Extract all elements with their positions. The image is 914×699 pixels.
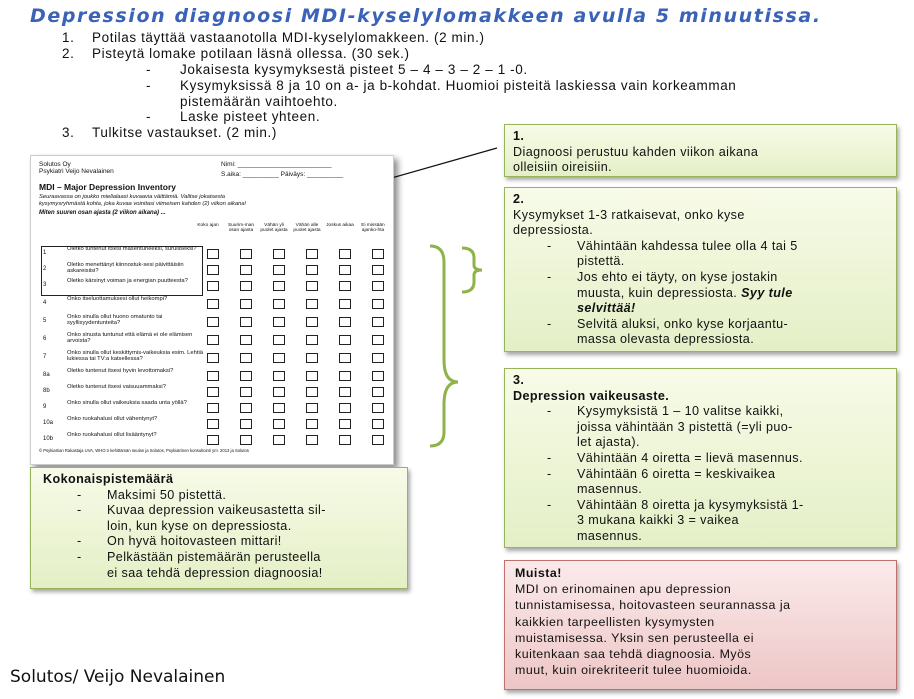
answer-checkbox bbox=[240, 249, 252, 259]
question-text: Onko sinulla ollut keskittymis-vaikeuksia esim. Lehtiä lukiessa tai TV:a katsellessa? bbox=[67, 350, 203, 363]
bullet-dash: - bbox=[547, 450, 552, 465]
box-line: depressiosta. bbox=[513, 223, 594, 238]
emphasis: selvittää! bbox=[577, 301, 636, 316]
bullet-item bbox=[513, 270, 888, 317]
answer-checkbox bbox=[339, 335, 351, 345]
question-number: 8b bbox=[43, 388, 50, 394]
reminder-line: MDI on erinomainen apu depression bbox=[515, 582, 732, 597]
step-text: Pisteytä lomake potilaan läsnä ollessa. (30 sek.) bbox=[92, 46, 410, 61]
answer-checkbox bbox=[339, 435, 351, 445]
answer-checkbox bbox=[207, 281, 219, 291]
bullet-line: Selvitä aluksi, onko kyse korjaantu- bbox=[577, 316, 789, 331]
answer-checkbox bbox=[273, 249, 285, 259]
form-question-row bbox=[39, 296, 391, 312]
answer-checkbox bbox=[207, 299, 219, 309]
bullet-dash: - bbox=[547, 404, 552, 419]
answer-checkbox bbox=[207, 249, 219, 259]
sub-text: Kysymyksissä 8 ja 10 on a- ja b-kohdat. Huomioi pisteitä laskiessa vain korkeamman bbox=[180, 78, 737, 93]
column-header: Suurim-man osan ajasta bbox=[227, 223, 255, 233]
bullet-line: Vähintään 4 oiretta = lievä masennus. bbox=[577, 450, 803, 465]
bullet-line: Vähintään kahdessa tulee olla 4 tai 5 bbox=[577, 238, 798, 253]
answer-checkbox bbox=[339, 419, 351, 429]
answer-checkbox bbox=[207, 335, 219, 345]
answer-checkbox bbox=[306, 281, 318, 291]
question-number: 9 bbox=[43, 404, 47, 410]
answer-checkbox bbox=[372, 335, 384, 345]
step-number: 3. bbox=[62, 125, 75, 140]
sub-text: Jokaisesta kysymyksestä pisteet 5 – 4 – 3 – 2 – 1 -0. bbox=[180, 62, 528, 77]
form-question-row bbox=[39, 332, 391, 348]
answer-checkbox bbox=[306, 387, 318, 397]
question-text: Onko itseluottamuksesi ollut heikompi? bbox=[67, 296, 168, 302]
column-header: Koko ajan bbox=[197, 223, 219, 228]
answer-checkbox bbox=[273, 387, 285, 397]
reminder-heading: Muista! bbox=[515, 566, 562, 580]
bullet-item bbox=[513, 467, 888, 498]
answer-checkbox bbox=[339, 387, 351, 397]
bullet-dash: - bbox=[77, 487, 82, 502]
bullet-item bbox=[43, 503, 399, 534]
form-question-row bbox=[39, 368, 391, 384]
date-label: Päiväys: bbox=[280, 171, 306, 178]
bullet-line: ei saa tehdä depression diagnoosia! bbox=[107, 565, 323, 580]
step-2-sub-2b: pistemäärän vaihtoehto. bbox=[180, 94, 338, 109]
step-text: Tulkitse vastaukset. (2 min.) bbox=[92, 125, 277, 140]
bullet-line: loin, kun kyse on depressiosta. bbox=[107, 518, 292, 533]
bullet-item bbox=[43, 550, 399, 581]
answer-checkbox bbox=[240, 299, 252, 309]
bullet-line: joissa vähintään 3 pistettä (=yli puo- bbox=[577, 419, 793, 434]
bullet-line: Jos ehto ei täyty, on kyse jostakin bbox=[577, 269, 778, 284]
answer-checkbox bbox=[372, 371, 384, 381]
form-question-row bbox=[39, 400, 391, 416]
answer-checkbox bbox=[339, 299, 351, 309]
bullet-item bbox=[513, 451, 888, 467]
answer-checkbox bbox=[240, 371, 252, 381]
bullet-dash: - bbox=[77, 549, 82, 564]
bullet-dash: - bbox=[146, 78, 152, 93]
footer-credit: Solutos/ Veijo Nevalainen bbox=[10, 667, 226, 687]
question-text: Oletko tuntenut itsesi hyvin levottomaksi? bbox=[67, 368, 174, 374]
box-line: Kysymykset 1-3 ratkaisevat, onko kyse bbox=[513, 207, 745, 222]
small-brace bbox=[462, 248, 482, 292]
callout-box-1 bbox=[504, 124, 897, 177]
answer-checkbox bbox=[372, 265, 384, 275]
answer-checkbox bbox=[339, 249, 351, 259]
form-intro-1: Seuraavassa on joukko mielialaasi kuvaavia väittämiä. Valitse jokaisesta bbox=[39, 194, 226, 200]
form-question: Miten suuren osan ajasta (2 viikon aikana) ... bbox=[39, 210, 166, 216]
bullet-item bbox=[513, 498, 888, 545]
answer-checkbox bbox=[240, 265, 252, 275]
answer-checkbox bbox=[207, 403, 219, 413]
answer-checkbox bbox=[240, 281, 252, 291]
answer-checkbox bbox=[372, 249, 384, 259]
bullet-dash: - bbox=[547, 497, 552, 512]
bullet-line: Maksimi 50 pistettä. bbox=[107, 487, 227, 502]
sub-text: Laske pisteet yhteen. bbox=[180, 109, 321, 124]
bullet-line: masennus. bbox=[577, 482, 643, 497]
answer-checkbox bbox=[207, 371, 219, 381]
answer-checkbox bbox=[306, 317, 318, 327]
answer-checkbox bbox=[306, 419, 318, 429]
answer-checkbox bbox=[273, 353, 285, 363]
answer-checkbox bbox=[306, 403, 318, 413]
answer-checkbox bbox=[207, 387, 219, 397]
answer-checkbox bbox=[240, 419, 252, 429]
answer-checkbox bbox=[207, 419, 219, 429]
answer-checkbox bbox=[273, 371, 285, 381]
form-fine-print: © Psykiatrian Rakastaja UVA, WHO:n kehittämän seulan ja Solutos, Psykiatrinen konsultointi ym. 2013 ja Solutos bbox=[39, 448, 249, 453]
reminder-line: kuitenkaan saa tehdä diagnoosia. Myös bbox=[515, 647, 752, 662]
answer-checkbox bbox=[207, 265, 219, 275]
box-heading: Kokonaispistemäärä bbox=[43, 472, 174, 486]
question-number: 6 bbox=[43, 336, 47, 342]
bullet-line: muusta, kuin depressiosta. bbox=[577, 285, 738, 300]
form-question-row bbox=[39, 246, 391, 262]
question-text: Onko ruokahalusi ollut lisääntynyt? bbox=[67, 432, 157, 438]
answer-checkbox bbox=[339, 403, 351, 413]
answer-checkbox bbox=[207, 435, 219, 445]
answer-checkbox bbox=[372, 317, 384, 327]
bullet-item bbox=[513, 317, 888, 348]
bullet-dash: - bbox=[146, 62, 152, 77]
bullet-item bbox=[513, 239, 888, 270]
answer-checkbox bbox=[306, 265, 318, 275]
answer-checkbox bbox=[372, 403, 384, 413]
bullet-line: pistettä. bbox=[577, 254, 625, 269]
bullet-line: Kysymyksistä 1 – 10 valitse kaikki, bbox=[577, 404, 784, 419]
bullet-line: Pelkästään pistemäärän perusteella bbox=[107, 549, 321, 564]
callout-box-total-score bbox=[30, 467, 408, 589]
answer-checkbox bbox=[240, 387, 252, 397]
callout-box-2 bbox=[504, 187, 897, 352]
answer-checkbox bbox=[273, 419, 285, 429]
step-number: 1. bbox=[62, 30, 75, 45]
answer-checkbox bbox=[273, 335, 285, 345]
form-question-row bbox=[39, 384, 391, 400]
question-text: Oletko tuntenut itsesi masentuneeksi, surulliseksi? bbox=[67, 246, 197, 252]
reminder-box bbox=[504, 560, 897, 690]
box-heading: 3. bbox=[513, 373, 525, 387]
question-number: 7 bbox=[43, 354, 47, 360]
question-text: Oletko kärsinyt voiman ja energian puutteesta? bbox=[67, 278, 188, 284]
form-question-row bbox=[39, 432, 391, 448]
answer-checkbox bbox=[339, 265, 351, 275]
answer-checkbox bbox=[273, 435, 285, 445]
bullet-line: On hyvä hoitovasteen mittari! bbox=[107, 534, 282, 549]
bullet-line: massa olevasta depressiosta. bbox=[577, 332, 755, 347]
step-text: Potilas täyttää vastaanotolla MDI-kyselylomakkeen. (2 min.) bbox=[92, 30, 485, 45]
question-text: Onko sinusta tuntunut että elämä ei ole elämisen arvoista? bbox=[67, 332, 193, 345]
box-line: olleisiin oireisiin. bbox=[513, 160, 612, 175]
question-text: Oletko menettänyt kiinnostuk-sesi päivittäisiin askareisiisi? bbox=[67, 262, 184, 275]
box-heading: 2. bbox=[513, 192, 525, 206]
answer-checkbox bbox=[306, 435, 318, 445]
answer-checkbox bbox=[240, 403, 252, 413]
answer-checkbox bbox=[273, 281, 285, 291]
reminder-line: muistamisessa. Yksin sen perusteella ei bbox=[515, 630, 754, 645]
answer-checkbox bbox=[273, 299, 285, 309]
answer-checkbox bbox=[372, 353, 384, 363]
bullet-dash: - bbox=[547, 238, 552, 253]
question-number: 3 bbox=[43, 282, 47, 288]
box-line: Diagnoosi perustuu kahden viikon aikana bbox=[513, 144, 759, 159]
answer-checkbox bbox=[306, 371, 318, 381]
answer-checkbox bbox=[240, 317, 252, 327]
bullet-item bbox=[43, 534, 399, 550]
column-header: Vähän alle puolet ajasta bbox=[293, 223, 321, 233]
bullet-dash: - bbox=[146, 109, 152, 124]
bullet-line: Kuvaa depression vaikeusastetta sil- bbox=[107, 503, 326, 518]
reminder-line: tunnistamisessa, hoitovasteen seurannassa ja bbox=[515, 598, 791, 613]
answer-checkbox bbox=[339, 317, 351, 327]
emphasis: Syy tule bbox=[741, 285, 793, 300]
bullet-line: masennus. bbox=[577, 528, 643, 543]
answer-checkbox bbox=[372, 387, 384, 397]
answer-checkbox bbox=[207, 353, 219, 363]
bullet-line: 3 mukana kaikki 3 = vaikea bbox=[577, 513, 739, 528]
bullet-dash: - bbox=[77, 534, 82, 549]
answer-checkbox bbox=[273, 317, 285, 327]
answer-checkbox bbox=[306, 249, 318, 259]
age-label: S.aika: bbox=[221, 171, 241, 178]
step-number: 2. bbox=[62, 46, 75, 61]
box-heading: 1. bbox=[513, 129, 525, 143]
name-label: Nimi: bbox=[221, 161, 236, 168]
reminder-line: muut, kuin oirekriteerit tulee huomioida. bbox=[515, 663, 752, 678]
bullet-line: let ajasta). bbox=[577, 435, 640, 450]
question-text: Onko sinulla ollut vaikeuksia saada unta yöllä? bbox=[67, 400, 187, 406]
answer-checkbox bbox=[240, 335, 252, 345]
answer-checkbox bbox=[207, 317, 219, 327]
question-number: 5 bbox=[43, 318, 47, 324]
answer-checkbox bbox=[240, 353, 252, 363]
callout-box-3 bbox=[504, 368, 897, 548]
bullet-item bbox=[43, 488, 399, 504]
answer-checkbox bbox=[240, 435, 252, 445]
form-question-row bbox=[39, 350, 391, 366]
answer-checkbox bbox=[339, 371, 351, 381]
answer-checkbox bbox=[306, 299, 318, 309]
form-intro-2: kysymysryhmästä kohta, joka kuvaa voinitasi viimeisen kahden (2) viikon aikana! bbox=[39, 201, 247, 207]
page-title: Depression diagnoosi MDI-kyselylomakkeen avulla 5 minuutissa. bbox=[30, 5, 822, 27]
form-org-2: Psykiatri Veijo Nevalainen bbox=[39, 168, 114, 175]
form-question-row bbox=[39, 262, 391, 278]
answer-checkbox bbox=[372, 419, 384, 429]
form-org: Solutos Oy bbox=[39, 161, 71, 168]
box-subheading: Depression vaikeusaste. bbox=[513, 388, 670, 403]
bullet-line: Vähintään 6 oiretta = keskivaikea bbox=[577, 466, 776, 481]
reminder-line: kaikkien tarpeellisten kysymysten bbox=[515, 614, 715, 629]
bullet-item bbox=[513, 404, 888, 451]
form-title: MDI – Major Depression Inventory bbox=[39, 182, 176, 192]
answer-checkbox bbox=[339, 353, 351, 363]
question-text: Onko ruokahalusi ollut vähentynyt? bbox=[67, 416, 158, 422]
form-question-row bbox=[39, 416, 391, 432]
question-number: 10a bbox=[43, 420, 54, 426]
answer-checkbox bbox=[273, 265, 285, 275]
bullet-dash: - bbox=[547, 466, 552, 481]
question-number: 2 bbox=[43, 266, 47, 272]
bullet-dash: - bbox=[547, 269, 552, 284]
answer-checkbox bbox=[306, 335, 318, 345]
answer-checkbox bbox=[372, 281, 384, 291]
bullet-line: Vähintään 8 oiretta ja kysymyksistä 1- bbox=[577, 497, 804, 512]
form-age-label: S.aika: __________ Päiväys: __________ bbox=[221, 171, 344, 178]
question-text: Onko sinulla ollut huono omatunto tai syyllisyydentunteita? bbox=[67, 314, 163, 327]
form-question-row bbox=[39, 314, 391, 330]
column-header: Joskus aikaa bbox=[326, 223, 354, 228]
bullet-dash: - bbox=[547, 316, 552, 331]
column-header: Vähän yli puolet ajasta bbox=[260, 223, 288, 233]
question-number: 1 bbox=[43, 250, 47, 256]
question-number: 10b bbox=[43, 436, 54, 442]
answer-checkbox bbox=[372, 435, 384, 445]
mdi-form-thumbnail bbox=[30, 155, 394, 465]
form-name-label: Nimi: __________________________ bbox=[221, 161, 332, 168]
question-text: Oletko tuntenut itsesi vaisuuammaksi? bbox=[67, 384, 166, 390]
form-question-row bbox=[39, 278, 391, 294]
large-brace bbox=[430, 246, 458, 446]
answer-checkbox bbox=[273, 403, 285, 413]
column-header: Ei missään ajanko-hta bbox=[361, 223, 385, 233]
answer-checkbox bbox=[306, 353, 318, 363]
answer-checkbox bbox=[372, 299, 384, 309]
question-number: 8a bbox=[43, 372, 50, 378]
answer-checkbox bbox=[339, 281, 351, 291]
question-number: 4 bbox=[43, 300, 47, 306]
bullet-dash: - bbox=[77, 503, 82, 518]
